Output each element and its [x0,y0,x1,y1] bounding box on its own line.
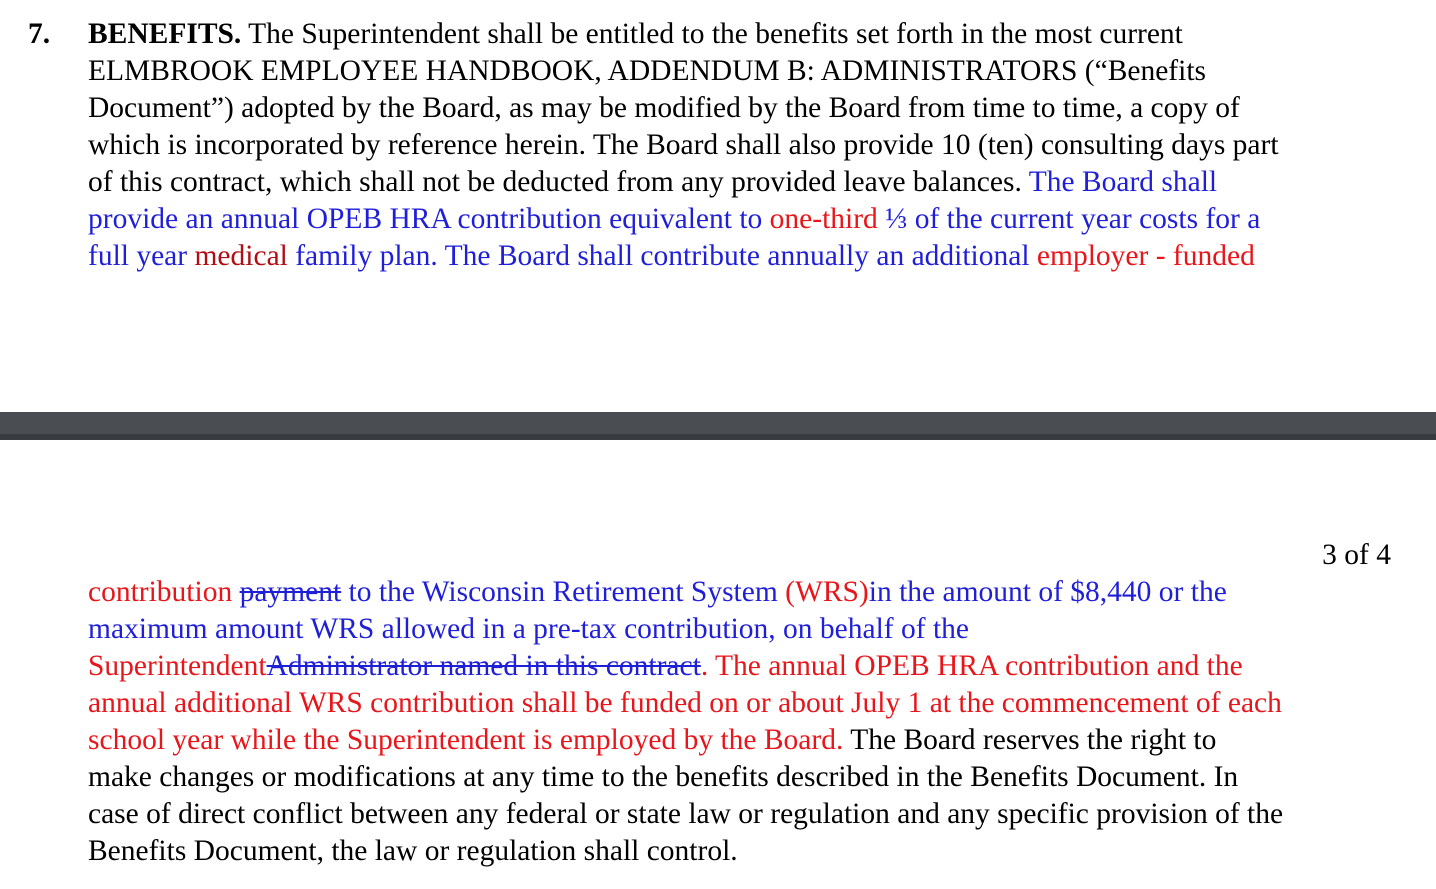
text-run: full year [88,240,195,272]
text-run: which is incorporated by reference herein. The Board shall also provide 10 (ten) consulting days part [88,129,1279,161]
text-run: employer - funded [1036,240,1255,272]
text-line [88,164,1217,201]
text-line [88,127,1279,164]
text-run: medical [194,240,288,272]
text-line [88,201,1260,238]
text-run: maximum amount WRS allowed in a pre-tax contribution, on behalf of the [88,613,969,645]
text-line [88,238,1255,275]
text-line [88,611,969,648]
document-page-lower [0,440,1436,889]
text-run: Benefits Document, the law or regulation shall control. [88,835,738,867]
text-run: in the amount of $8,440 or the [868,576,1227,608]
text-run: of this contract, which shall not be deducted from any provided leave balances. [88,166,1029,198]
document-page-upper [0,0,1436,412]
text-line [88,16,1183,53]
text-line [88,759,1238,796]
text-line [88,90,1240,127]
text-run: case of direct conflict between any federal or state law or regulation and any specific provision of the [88,798,1284,830]
text-run: provide an annual OPEB HRA contribution equivalent to [88,203,770,235]
text-run: annual additional WRS contribution shall be funded on or about July 1 at the commencement of each [88,687,1282,719]
text-run: ELMBROOK EMPLOYEE HANDBOOK, ADDENDUM B: ADMINISTRATORS (“Benefits [88,55,1207,87]
section-number: 7. [28,18,51,50]
text-run: BENEFITS. [88,18,242,50]
text-line [88,648,1243,685]
struck-text: payment [239,576,342,608]
text-run: ⅓ of the current year costs for a [877,203,1261,235]
page-separator [0,412,1436,440]
text-run: contribution [88,576,240,608]
text-run: to the Wisconsin Retirement System [341,576,786,608]
text-line [88,53,1206,90]
text-run: school year while the Superintendent is employed by the Board. [88,724,844,756]
text-run: family plan. The Board shall contribute annually an additional [287,240,1037,272]
text-line [88,796,1283,833]
text-run: make changes or modifications at any time to the benefits described in the Benefits Document. In [88,761,1239,793]
text-run: The Superintendent shall be entitled to the benefits set forth in the most current [241,18,1183,50]
text-run: . The annual OPEB HRA contribution and the [700,650,1243,682]
text-run: one-third [769,203,878,235]
text-run: The Board shall [1028,166,1218,198]
text-line [88,722,1216,759]
text-line [88,833,738,870]
text-run: (WRS) [785,576,869,608]
struck-text: Administrator named in this contract [266,650,701,682]
text-run: Superintendent [88,650,267,682]
page-number: 3 of 4 [1322,539,1391,571]
text-line [88,574,1227,611]
text-run: Document”) adopted by the Board, as may be modified by the Board from time to time, a copy of [88,92,1240,124]
text-run: The Board reserves the right to [843,724,1217,756]
text-line [88,685,1282,722]
